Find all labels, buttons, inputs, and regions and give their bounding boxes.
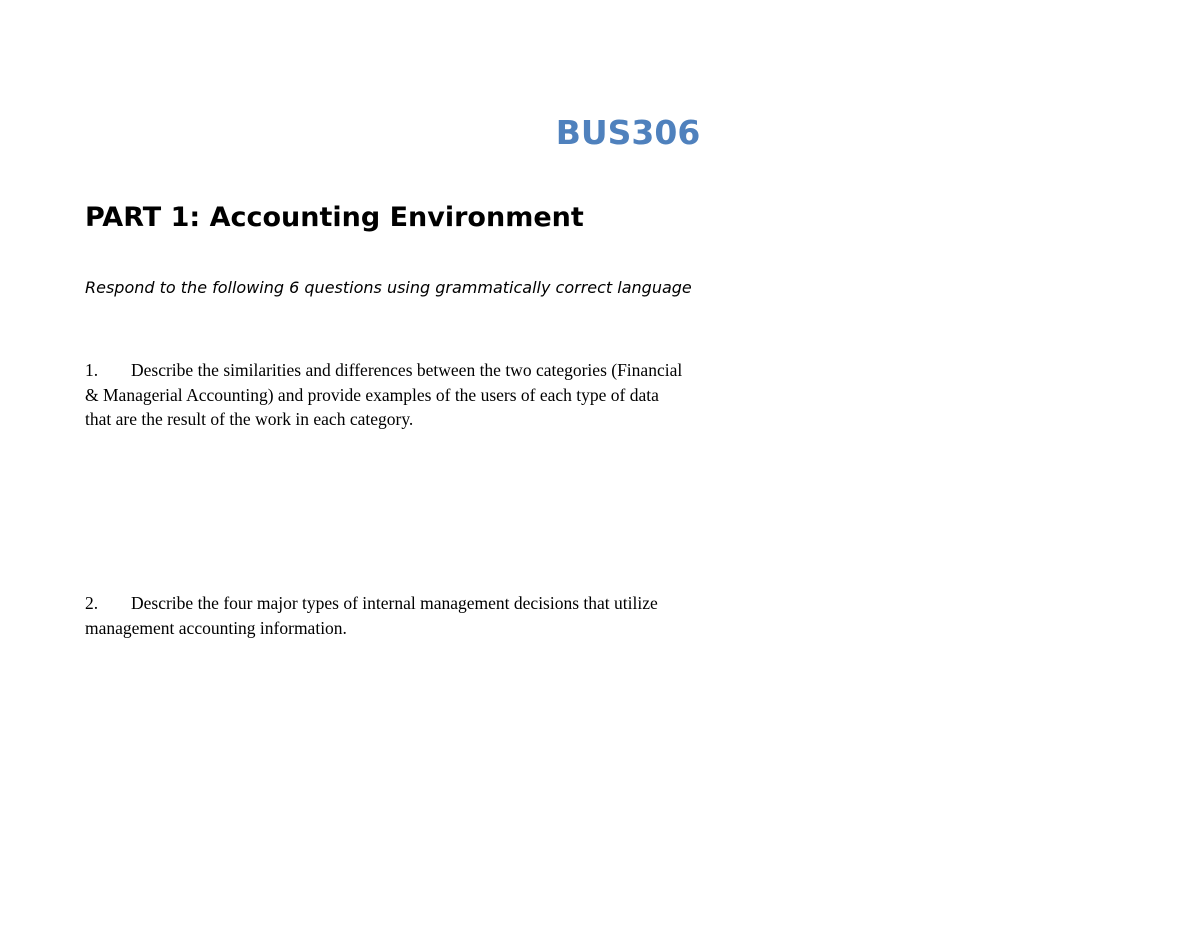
instruction-text: Respond to the following 6 questions using grammatically correct language (85, 278, 692, 297)
part-heading: PART 1: Accounting Environment (85, 202, 584, 233)
question-number: 1. (85, 360, 99, 380)
instruction-container (85, 276, 696, 302)
question-2 (85, 591, 685, 640)
question-text: Describe the four major types of internal management decisions that utilize management accounting information. (85, 593, 658, 638)
question-number: 2. (85, 593, 99, 613)
course-title: BUS306 (555, 113, 701, 152)
question-1 (85, 358, 685, 432)
question-text: Describe the similarities and differences between the two categories (Financial & Managerial Accounting) and provide examples of the users of each type of data that are the result of the work in each category. (85, 360, 683, 429)
